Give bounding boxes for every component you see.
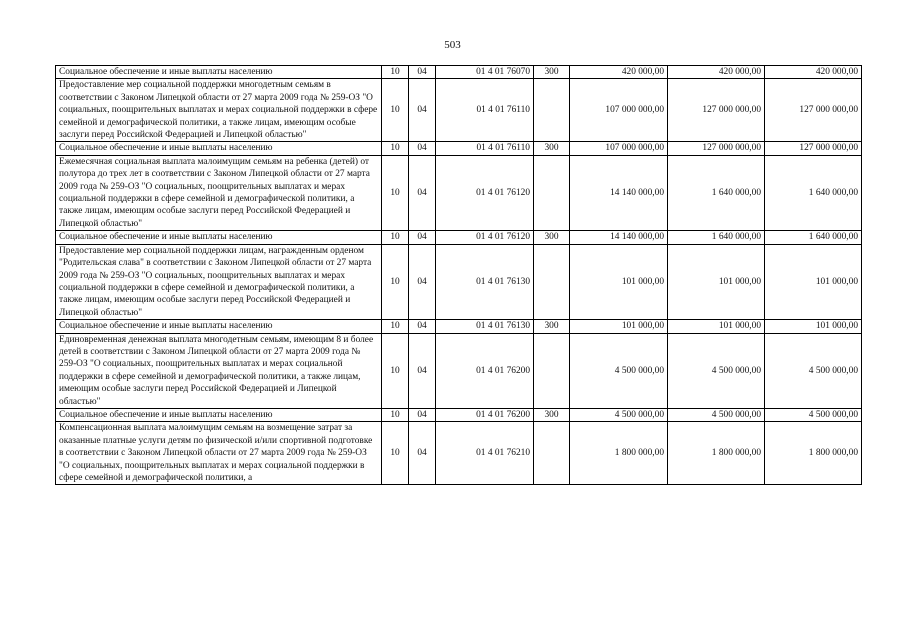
cell-name: Ежемесячная социальная выплата малоимущим семьям на ребенка (детей) от полутора до трех лет в соответствии с Законом Липецкой области от 27 марта 2009 года № 259-ОЗ "О социальных, поощрительных выплатах и мерах социальной поддержки в сфере семейной и демографической политики, а также лицам, имеющим особые заслуги перед Российской Федерацией и Липецкой областью" — [56, 155, 382, 230]
cell-name: Единовременная денежная выплата многодетным семьям, имеющим 8 и более детей в соответствии с Законом Липецкой области от 27 марта 2009 года № 259-ОЗ "О социальных, поощрительных выплатах и мерах социальной поддержки в сфере семейной и демографической политики, а также лицам, имеющим особые заслуги перед Российской Федерацией и Липецкой областью" — [56, 333, 382, 408]
cell-name: Социальное обеспечение и иные выплаты населению — [56, 66, 382, 79]
table-row — [56, 231, 862, 244]
cell-name: Социальное обеспечение и иные выплаты населению — [56, 408, 382, 421]
cell-sum3: 420 000,00 — [765, 66, 862, 79]
cell-sum2: 101 000,00 — [668, 244, 765, 319]
cell-section: 10 — [382, 155, 409, 230]
table-row — [56, 408, 862, 421]
cell-sum3: 4 500 000,00 — [765, 408, 862, 421]
cell-subsection: 04 — [409, 142, 436, 155]
cell-section: 10 — [382, 422, 409, 485]
cell-sum1: 101 000,00 — [570, 320, 668, 333]
budget-table — [55, 65, 862, 485]
cell-sum2: 4 500 000,00 — [668, 408, 765, 421]
table-row — [56, 155, 862, 230]
cell-subsection: 04 — [409, 66, 436, 79]
cell-sum2: 127 000 000,00 — [668, 79, 765, 142]
cell-sum2: 1 640 000,00 — [668, 231, 765, 244]
cell-sum1: 14 140 000,00 — [570, 231, 668, 244]
cell-sum3: 101 000,00 — [765, 244, 862, 319]
cell-sum2: 1 800 000,00 — [668, 422, 765, 485]
cell-expense-type — [534, 155, 570, 230]
cell-target: 01 4 01 76210 — [436, 422, 534, 485]
cell-sum1: 107 000 000,00 — [570, 79, 668, 142]
cell-section: 10 — [382, 320, 409, 333]
cell-section: 10 — [382, 244, 409, 319]
cell-name: Предоставление мер социальной поддержки лицам, награжденным орденом "Родительская слава" в соответствии с Законом Липецкой области от 27 марта 2009 года № 259-ОЗ "О социальных, поощрительных выплатах и мерах социальной поддержки в сфере семейной и демографической политики, а также лицам, имеющим особые заслуги перед Российской Федерацией и Липецкой областью" — [56, 244, 382, 319]
page-number: 503 — [444, 39, 461, 51]
table-row — [56, 142, 862, 155]
cell-target: 01 4 01 76110 — [436, 79, 534, 142]
cell-target: 01 4 01 76120 — [436, 155, 534, 230]
cell-sum3: 127 000 000,00 — [765, 79, 862, 142]
table-row — [56, 244, 862, 319]
cell-expense-type: 300 — [534, 408, 570, 421]
cell-subsection: 04 — [409, 320, 436, 333]
table-row — [56, 66, 862, 79]
cell-sum1: 4 500 000,00 — [570, 333, 668, 408]
cell-expense-type — [534, 333, 570, 408]
cell-sum1: 107 000 000,00 — [570, 142, 668, 155]
cell-target: 01 4 01 76130 — [436, 244, 534, 319]
cell-expense-type: 300 — [534, 231, 570, 244]
cell-subsection: 04 — [409, 231, 436, 244]
cell-name: Социальное обеспечение и иные выплаты населению — [56, 320, 382, 333]
cell-expense-type: 300 — [534, 66, 570, 79]
cell-sum2: 4 500 000,00 — [668, 333, 765, 408]
cell-target: 01 4 01 76070 — [436, 66, 534, 79]
cell-section: 10 — [382, 66, 409, 79]
cell-section: 10 — [382, 79, 409, 142]
table-row — [56, 333, 862, 408]
cell-sum3: 1 800 000,00 — [765, 422, 862, 485]
cell-subsection: 04 — [409, 408, 436, 421]
cell-name: Социальное обеспечение и иные выплаты населению — [56, 142, 382, 155]
cell-target: 01 4 01 76200 — [436, 408, 534, 421]
cell-expense-type — [534, 422, 570, 485]
cell-target: 01 4 01 76120 — [436, 231, 534, 244]
cell-section: 10 — [382, 333, 409, 408]
cell-section: 10 — [382, 408, 409, 421]
cell-expense-type — [534, 244, 570, 319]
cell-sum2: 420 000,00 — [668, 66, 765, 79]
cell-target: 01 4 01 76130 — [436, 320, 534, 333]
cell-sum3: 101 000,00 — [765, 320, 862, 333]
cell-sum3: 127 000 000,00 — [765, 142, 862, 155]
cell-subsection: 04 — [409, 422, 436, 485]
cell-expense-type — [534, 79, 570, 142]
cell-sum2: 101 000,00 — [668, 320, 765, 333]
cell-sum2: 1 640 000,00 — [668, 155, 765, 230]
cell-sum1: 420 000,00 — [570, 66, 668, 79]
cell-sum3: 1 640 000,00 — [765, 231, 862, 244]
cell-name: Социальное обеспечение и иные выплаты населению — [56, 231, 382, 244]
cell-section: 10 — [382, 142, 409, 155]
cell-sum1: 4 500 000,00 — [570, 408, 668, 421]
cell-sum1: 101 000,00 — [570, 244, 668, 319]
cell-subsection: 04 — [409, 244, 436, 319]
cell-section: 10 — [382, 231, 409, 244]
table-row — [56, 320, 862, 333]
cell-subsection: 04 — [409, 79, 436, 142]
table-row — [56, 79, 862, 142]
cell-subsection: 04 — [409, 333, 436, 408]
cell-expense-type: 300 — [534, 320, 570, 333]
cell-name: Компенсационная выплата малоимущим семьям на возмещение затрат за оказанные платные услуги детям по физической и/или спортивной подготовке в соответствии с Законом Липецкой области от 27 марта 2009 года № 259-ОЗ "О социальных, поощрительных выплатах и мерах социальной поддержки в сфере семейной и демографической политики, а — [56, 422, 382, 485]
cell-sum3: 1 640 000,00 — [765, 155, 862, 230]
cell-target: 01 4 01 76110 — [436, 142, 534, 155]
cell-target: 01 4 01 76200 — [436, 333, 534, 408]
table-row — [56, 422, 862, 485]
cell-sum1: 14 140 000,00 — [570, 155, 668, 230]
cell-sum2: 127 000 000,00 — [668, 142, 765, 155]
cell-name: Предоставление мер социальной поддержки многодетным семьям в соответствии с Законом Липецкой области от 27 марта 2009 года № 259-ОЗ "О социальных, поощрительных выплатах и мерах социальной поддержки в сфере семейной и демографической политики, а также лицам, имеющим особые заслуги перед Российской Федерацией и Липецкой областью" — [56, 79, 382, 142]
cell-sum3: 4 500 000,00 — [765, 333, 862, 408]
cell-sum1: 1 800 000,00 — [570, 422, 668, 485]
cell-expense-type: 300 — [534, 142, 570, 155]
cell-subsection: 04 — [409, 155, 436, 230]
